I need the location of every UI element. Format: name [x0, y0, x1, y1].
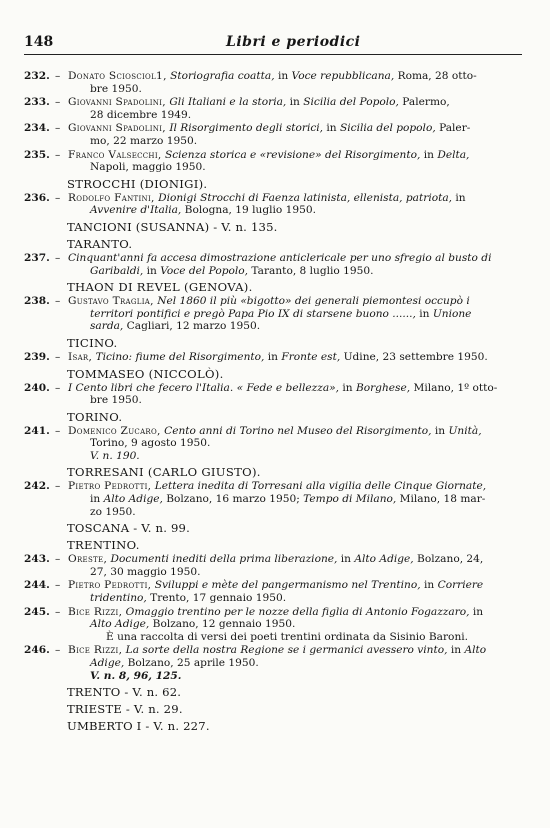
entry-author: Bice Rizzi,	[68, 605, 123, 618]
entry-dash: –	[55, 605, 61, 618]
page-body	[24, 70, 524, 736]
entry-author: Donato Sciosciol1,	[68, 70, 167, 82]
entry-title: Scienza storica e «revisione» del Risorgimento,	[164, 148, 421, 161]
entry-title: Dionigi Strocchi di Faenza latinista, ellenista, patriota,	[158, 191, 453, 204]
entry-continuation: Torino, 9 agosto 1950.	[90, 437, 211, 450]
entry-publication-cont: sarda,	[90, 320, 124, 333]
subject-heading: STROCCHI (DIONIGI).	[67, 176, 208, 191]
entry-continuation: Napoli, maggio 1950.	[90, 161, 206, 174]
entry-see-also: V. n. 190.	[90, 449, 140, 462]
entry-in: in	[423, 148, 434, 161]
entry-continuation: Trento, 17 gennaio 1950.	[150, 592, 287, 605]
entry-232	[24, 70, 524, 95]
entry-publication: Fronte est,	[281, 350, 341, 363]
entry-place-date: Milano, 1º otto-	[413, 381, 498, 394]
subject-heading: TORINO.	[67, 409, 123, 424]
entry-publication-cont: Adige,	[90, 657, 125, 669]
entry-title: La sorte della nostra Regione se i germanici avessero vinto,	[125, 644, 448, 657]
entry-number: 240.	[24, 381, 50, 394]
entry-246	[24, 644, 524, 682]
entry-author: Rodolfo Fantini,	[68, 191, 155, 204]
entry-236	[24, 192, 524, 217]
entry-dash: –	[55, 191, 61, 204]
entry-continuation: Bologna, 19 luglio 1950.	[184, 204, 316, 217]
entry-title-cont: territori pontifici e pregò Papa Pio IX di starsene buono ......,	[90, 307, 416, 320]
entry-number: 242.	[24, 480, 50, 493]
entry-number: 235.	[24, 148, 50, 161]
entry-author: Oreste,	[68, 553, 108, 566]
entry-author: Isar,	[68, 350, 93, 363]
entry-place-date: Udine, 23 settembre 1950.	[343, 350, 488, 363]
entry-see-also: V. n. 8, 96, 125.	[90, 669, 182, 682]
page-number: 148	[24, 34, 54, 50]
cross-reference: TRENTO - V. n. 62.	[67, 685, 182, 700]
entry-in: in	[342, 381, 353, 394]
entry-publication: Alto Adige,	[90, 618, 150, 631]
entry-dash: –	[55, 96, 61, 109]
entry-in: in	[326, 122, 337, 135]
entry-239	[24, 351, 524, 364]
cross-reference: UMBERTO I - V. n. 227.	[67, 719, 210, 734]
entry-publication: Unità,	[448, 424, 482, 437]
entry-publication: Avvenire d'Italia,	[90, 204, 182, 217]
entry-in: in	[434, 424, 446, 437]
entry-237	[24, 252, 524, 277]
subject-heading: THAON DI REVEL (GENOVA).	[67, 280, 253, 295]
entry-author: Giovanni Spadolini,	[68, 96, 166, 109]
entry-place-date: Bolzano, 16 marzo 1950;	[166, 493, 300, 506]
entry-245	[24, 606, 524, 644]
entry-number: 245.	[24, 605, 50, 618]
cross-reference: TANCIONI (SUSANNA) - V. n. 135.	[67, 219, 278, 234]
entry-publication: Alto Adige,	[354, 553, 414, 566]
entry-234	[24, 122, 524, 147]
entry-235	[24, 149, 524, 174]
entry-publication: Borghese,	[355, 381, 411, 394]
entry-title: Lettera inedita di Torresani alla vigilia delle Cinque Giornate,	[154, 480, 487, 493]
entry-note: È una raccolta di versi dei poeti trentini ordinata da Sisinio Baroni.	[106, 630, 469, 643]
entry-publication: Alto Adige,	[103, 493, 163, 506]
entry-number: 241.	[24, 424, 50, 437]
entry-dash: –	[55, 251, 61, 264]
entry-in: in	[277, 70, 289, 82]
entry-242	[24, 480, 524, 518]
entry-continuation: bre 1950.	[90, 82, 142, 95]
entry-publication: Sicilia del popolo,	[340, 122, 436, 135]
entry-in: in	[146, 264, 157, 277]
entry-place-date: Roma, 28 otto-	[397, 70, 477, 82]
entry-240	[24, 382, 524, 407]
cross-reference: TRIESTE - V. n. 29.	[67, 702, 183, 717]
entry-number: 238.	[24, 295, 50, 308]
entry-title: Ticino: fiume del Risorgimento,	[95, 350, 265, 363]
entry-title: Documenti inediti della prima liberazione,	[110, 553, 338, 566]
entry-dash: –	[55, 424, 61, 437]
subject-heading: TOMMASEO (NICCOLÒ).	[67, 366, 224, 381]
entry-publication: Sicilia del Popolo,	[303, 96, 399, 109]
entry-dash: –	[55, 579, 61, 592]
running-title: Libri e periodici	[226, 34, 361, 50]
entry-in: in	[340, 553, 352, 566]
entry-author: Gustavo Traglia,	[68, 295, 154, 308]
entry-title: Cinquant'anni fa accesa dimostrazione anticlericale per uno sfregio al busto di	[68, 251, 492, 264]
entry-place-date: Palermo,	[402, 96, 450, 109]
entry-publication-cont: tridentino,	[90, 592, 147, 605]
entry-number: 246.	[24, 644, 50, 657]
entry-in: in	[90, 493, 101, 506]
subject-heading: TARANTO.	[67, 236, 133, 251]
entry-title: Omaggio trentino per le nozze della figlia di Antonio Fogazzaro,	[125, 605, 470, 618]
entry-title: I Cento libri che fecero l'Italia. « Fede e bellezza»,	[68, 381, 339, 394]
entry-dash: –	[55, 295, 61, 308]
entry-243	[24, 553, 524, 578]
entry-number: 234.	[24, 122, 50, 135]
entry-place-date-2: Milano, 18 mar-	[399, 493, 486, 506]
entry-continuation: zo 1950.	[90, 505, 136, 518]
entry-dash: –	[55, 644, 61, 657]
entry-in: in	[472, 605, 484, 618]
entry-continuation: Bolzano, 25 aprile 1950.	[127, 657, 259, 669]
subject-heading: TICINO.	[67, 335, 118, 350]
entry-title: Sviluppi e mète del pangermanismo nel Trentino,	[154, 579, 421, 592]
entry-dash: –	[55, 122, 61, 135]
entry-number: 232.	[24, 70, 50, 82]
entry-author: Pietro Pedrotti,	[68, 480, 152, 493]
entry-title: Nel 1860 il più «bigotto» dei generali piemontesi occupò i	[157, 295, 470, 308]
entry-place-date: Cagliari, 12 marzo 1950.	[126, 320, 261, 333]
entry-place-date: Paler-	[439, 122, 471, 135]
entry-number: 243.	[24, 553, 50, 566]
cross-reference: TOSCANA - V. n. 99.	[67, 521, 191, 536]
entry-in: in	[267, 350, 278, 363]
entry-241	[24, 425, 524, 463]
entry-publication: Voce del Popolo,	[160, 264, 249, 277]
entry-dash: –	[55, 70, 61, 82]
entry-244	[24, 579, 524, 604]
entry-author: Domenico Zucaro,	[68, 424, 161, 437]
entry-continuation: bre 1950.	[90, 394, 142, 407]
entry-in: in	[419, 307, 430, 320]
entry-title: Il Risorgimento degli storici,	[169, 122, 324, 135]
entry-title: Storiografia coatta,	[170, 70, 275, 82]
entry-number: 233.	[24, 96, 50, 109]
entry-dash: –	[55, 553, 61, 566]
subject-heading: TORRESANI (CARLO GIUSTO).	[67, 465, 261, 480]
entry-continuation: Bolzano, 12 gennaio 1950.	[152, 618, 296, 631]
entry-publication: Alto	[464, 644, 487, 657]
entry-publication: Unione	[432, 307, 472, 320]
entry-dash: –	[55, 350, 61, 363]
entry-title: Gli Italiani e la storia,	[169, 96, 287, 109]
entry-continuation: 28 dicembre 1949.	[90, 108, 192, 121]
entry-dash: –	[55, 148, 61, 161]
entry-author: Pietro Pedrotti,	[68, 579, 152, 592]
entry-author: Giovanni Spadolini,	[68, 122, 166, 135]
entry-continuation: 27, 30 maggio 1950.	[90, 565, 201, 578]
subject-heading: TRENTINO.	[67, 538, 140, 553]
entry-number: 237.	[24, 251, 50, 264]
entry-place-date: Bolzano, 24,	[417, 553, 484, 566]
entry-in: in	[289, 96, 300, 109]
entry-in: in	[424, 579, 435, 592]
entry-in: in	[450, 644, 462, 657]
entry-place-date: Taranto, 8 luglio 1950.	[251, 264, 374, 277]
entry-publication: Corriere	[437, 579, 484, 592]
entry-publication-2: Tempo di Milano,	[303, 493, 397, 506]
entry-continuation: mo, 22 marzo 1950.	[90, 134, 198, 147]
entry-dash: –	[55, 480, 61, 493]
entry-number: 244.	[24, 579, 50, 592]
entry-title-end: Garibaldi,	[90, 264, 144, 277]
entry-author: Bice Rizzi,	[68, 644, 123, 657]
entry-publication: Voce repubblicana,	[291, 70, 395, 82]
entry-number: 239.	[24, 350, 50, 363]
entry-dash: –	[55, 381, 61, 394]
entry-238	[24, 295, 524, 333]
entry-publication: Delta,	[437, 148, 470, 161]
entry-number: 236.	[24, 191, 50, 204]
entry-in: in	[455, 191, 466, 204]
entry-author: Franco Valsecchi,	[68, 148, 162, 161]
entry-233	[24, 96, 524, 121]
running-header	[24, 34, 522, 55]
entry-title: Cento anni di Torino nel Museo del Risorgimento,	[164, 424, 432, 437]
